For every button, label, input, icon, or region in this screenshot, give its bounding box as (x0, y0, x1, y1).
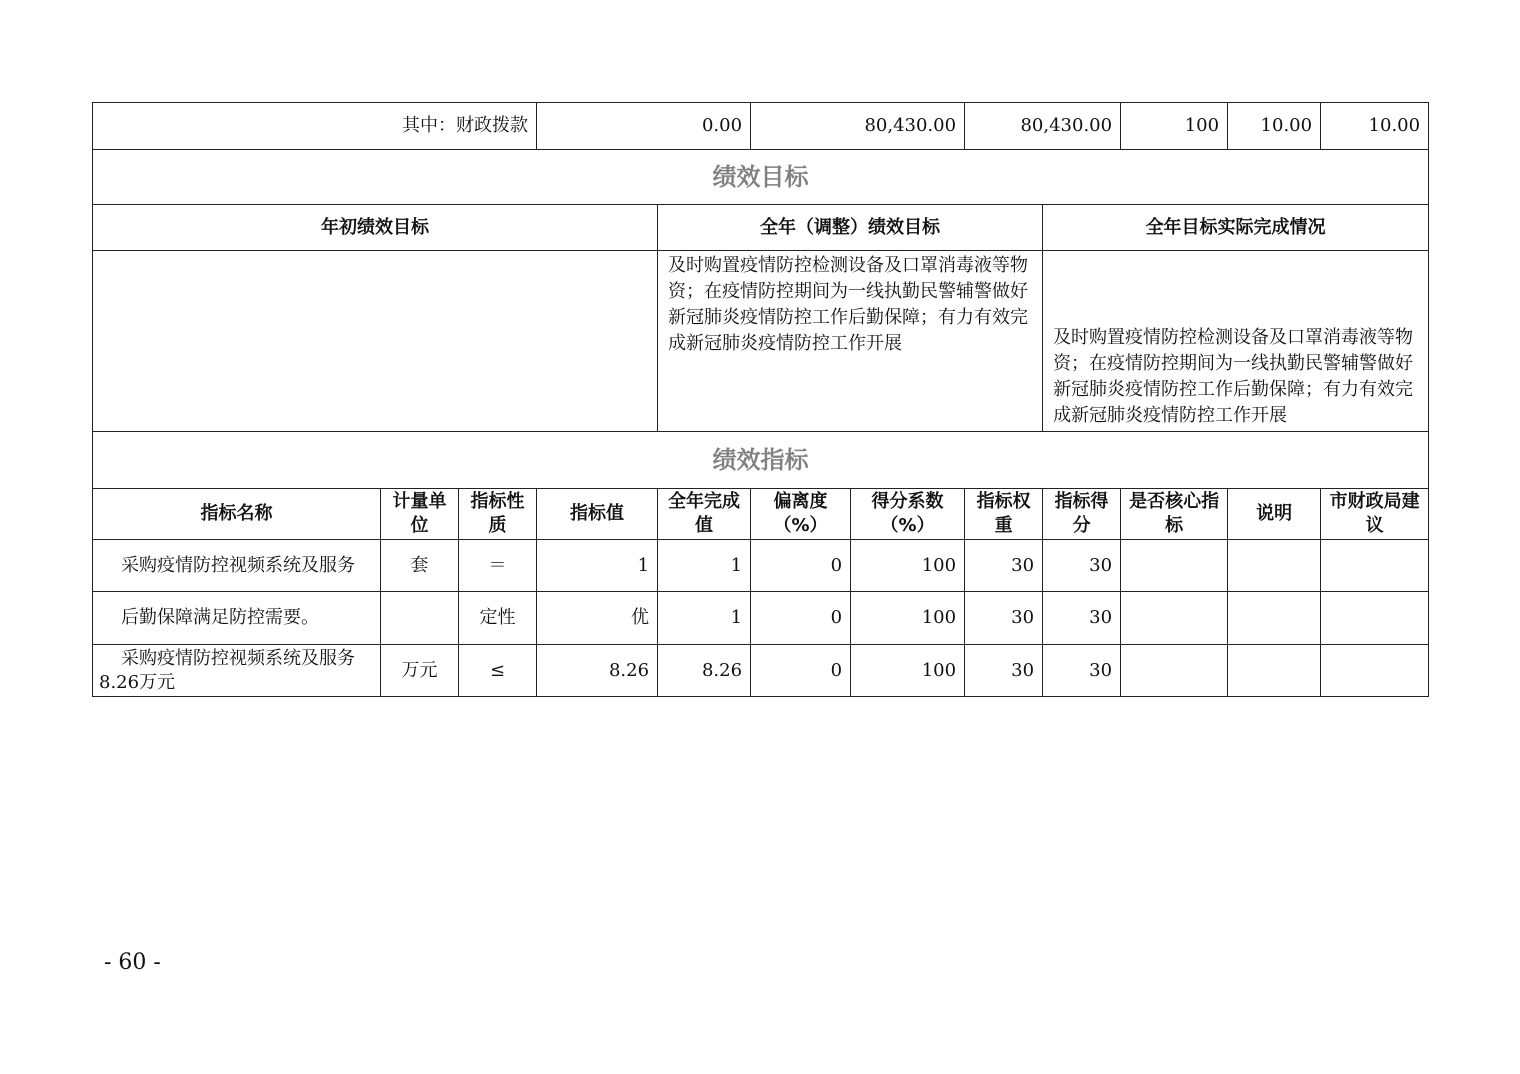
indicator-suggestion (1321, 592, 1429, 645)
goals-header-row (93, 205, 1429, 251)
header-indicator-name: 指标名称 (93, 489, 381, 540)
funding-label: 其中：财政拨款 (93, 103, 537, 150)
table-row (93, 592, 1429, 645)
goals-content-row (93, 251, 1429, 432)
goals-header-adjusted: 全年（调整）绩效目标 (658, 205, 1043, 251)
header-unit: 计量单位 (381, 489, 459, 540)
indicator-actual: 8.26 (658, 645, 751, 697)
indicator-actual: 1 (658, 540, 751, 592)
header-core: 是否核心指标 (1121, 489, 1228, 540)
header-target: 指标值 (537, 489, 658, 540)
indicator-name: 后勤保障满足防控需要。 (93, 592, 381, 645)
indicator-target: 1 (537, 540, 658, 592)
indicator-coefficient: 100 (851, 592, 965, 645)
indicator-target: 优 (537, 592, 658, 645)
indicators-header-row (93, 489, 1429, 540)
performance-table-sheet (92, 102, 1428, 697)
performance-table (92, 102, 1429, 697)
indicator-nature: ≤ (459, 645, 537, 697)
indicator-name: 采购疫情防控视频系统及服务 (93, 540, 381, 592)
indicator-nature: ＝ (459, 540, 537, 592)
indicator-core (1121, 645, 1228, 697)
indicator-unit: 套 (381, 540, 459, 592)
goals-section-title: 绩效目标 (93, 150, 1429, 205)
indicator-score: 30 (1043, 592, 1121, 645)
funding-value: 100 (1121, 103, 1228, 150)
indicators-section-title: 绩效指标 (93, 432, 1429, 489)
goals-header-initial: 年初绩效目标 (93, 205, 658, 251)
table-row (93, 540, 1429, 592)
indicator-unit: 万元 (381, 645, 459, 697)
indicator-note (1228, 540, 1321, 592)
indicator-target: 8.26 (537, 645, 658, 697)
goals-adjusted-text: 及时购置疫情防控检测设备及口罩消毒液等物资；在疫情防控期间为一线执勤民警辅警做好新冠肺炎疫情防控工作后勤保障；有力有效完成新冠肺炎疫情防控工作开展 (658, 251, 1043, 432)
header-deviation: 偏离度（%） (751, 489, 851, 540)
page-number: - 60 - (104, 950, 161, 975)
indicator-suggestion (1321, 540, 1429, 592)
header-weight: 指标权重 (965, 489, 1043, 540)
indicator-deviation: 0 (751, 540, 851, 592)
funding-row (93, 103, 1429, 150)
indicator-core (1121, 540, 1228, 592)
indicator-note (1228, 592, 1321, 645)
funding-value: 80,430.00 (965, 103, 1121, 150)
indicator-suggestion (1321, 645, 1429, 697)
indicator-unit (381, 592, 459, 645)
header-note: 说明 (1228, 489, 1321, 540)
header-score: 指标得分 (1043, 489, 1121, 540)
indicator-weight: 30 (965, 540, 1043, 592)
indicator-nature: 定性 (459, 592, 537, 645)
indicator-deviation: 0 (751, 645, 851, 697)
header-nature: 指标性质 (459, 489, 537, 540)
indicator-coefficient: 100 (851, 540, 965, 592)
indicator-weight: 30 (965, 592, 1043, 645)
goals-title-row (93, 150, 1429, 205)
header-coefficient: 得分系数（%） (851, 489, 965, 540)
funding-value: 10.00 (1228, 103, 1321, 150)
funding-value: 10.00 (1321, 103, 1429, 150)
indicator-name: 采购疫情防控视频系统及服务8.26万元 (93, 645, 381, 697)
funding-value: 0.00 (537, 103, 751, 150)
indicator-score: 30 (1043, 540, 1121, 592)
header-suggestion: 市财政局建议 (1321, 489, 1429, 540)
goals-header-actual: 全年目标实际完成情况 (1043, 205, 1429, 251)
goals-actual-text: 及时购置疫情防控检测设备及口罩消毒液等物资；在疫情防控期间为一线执勤民警辅警做好新冠肺炎疫情防控工作后勤保障；有力有效完成新冠肺炎疫情防控工作开展 (1043, 251, 1429, 432)
indicator-note (1228, 645, 1321, 697)
indicators-title-row (93, 432, 1429, 489)
goals-initial-text (93, 251, 658, 432)
funding-value: 80,430.00 (751, 103, 965, 150)
indicator-actual: 1 (658, 592, 751, 645)
indicator-score: 30 (1043, 645, 1121, 697)
indicator-core (1121, 592, 1228, 645)
header-actual: 全年完成值 (658, 489, 751, 540)
indicator-deviation: 0 (751, 592, 851, 645)
indicator-coefficient: 100 (851, 645, 965, 697)
table-row (93, 645, 1429, 697)
indicator-weight: 30 (965, 645, 1043, 697)
